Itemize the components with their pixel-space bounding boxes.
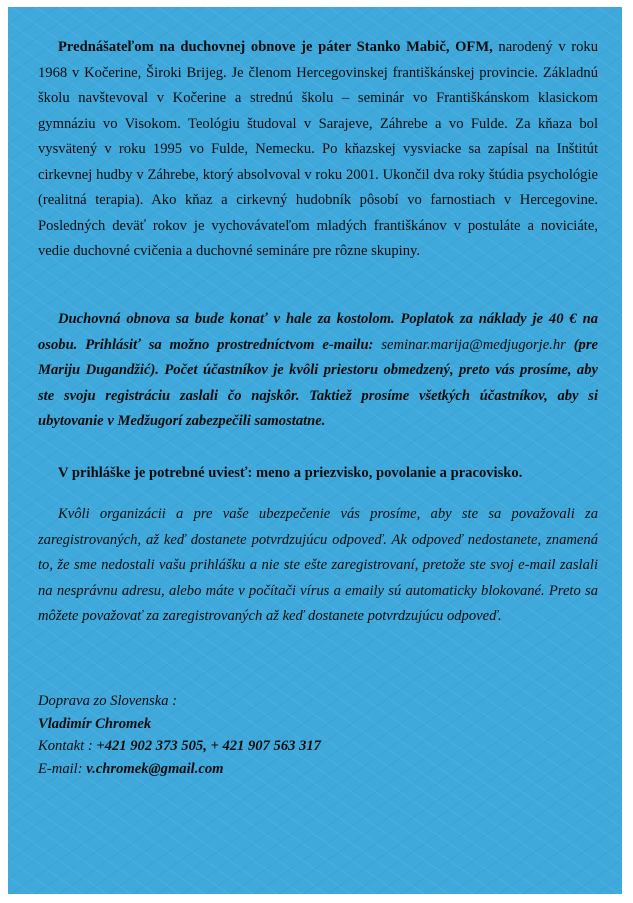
- contact-phone-label: Kontakt :: [38, 738, 97, 754]
- speaker-bio-paragraph: [38, 35, 598, 265]
- contact-phone-line: [38, 735, 598, 758]
- flyer-page: [8, 7, 622, 894]
- required-info-paragraph: V prihláške je potrebné uviesť: meno a priezvisko, povolanie a pracovisko.: [58, 465, 523, 481]
- registration-email: seminar.marija@medjugorje.hr: [381, 336, 566, 353]
- registration-text-before: Duchovná obnova sa bude konať v hale za kostolom. Poplatok za náklady je 40 € na osobu. Prihlásiť sa možno prostredníctvom e-mailu:: [38, 311, 598, 353]
- speaker-bio-text: narodený v roku 1968 v Kočerine, Široki Brijeg. Je členom Hercegovinskej františkánskej provincie. Základnú školu navštevoval v Kočerine a strednú školu – seminár vo Františkánskom klasickom gymnáziu vo Visokom. Teológiu študoval v Sarajeve, Záhrebe a vo Fulde. Za kňaza bol vysvätený v roku 1995 vo Fulde, Nemecku. Po kňazskej vysviacke sa zapísal na Inštitút cirkevnej hudby v Záhrebe, ktorý absolvoval v roku 2001. Ukončil dva roky štúdia psychológie (realitná terapia). Ako kňaz a cirkevný hudobník pôsobí vo farnostiach v Hercegovine. Posledných deväť rokov je vychovávateľom mladých františkánov v postuláte a noviciáte, vedie duchovné cvičenia a duchovné semináre pre rôzne skupiny.: [38, 39, 598, 259]
- speaker-lead: Prednášateľom na duchovnej obnove je páter Stanko Mabič, OFM,: [58, 39, 493, 55]
- registration-paragraph: [38, 307, 598, 435]
- confirmation-notice-paragraph: Kvôli organizácii a pre vaše ubezpečenie vás prosíme, aby ste sa považovali za zaregistrovaných, až keď dostanete potvrdzujúcu odpoveď. Ak odpoveď nedostanete, znamená to, že sme nedostali vašu prihlášku a nie ste ešte zaregistrovaní, pretože ste svoj e-mail zaslali na nesprávnu adresu, alebo máte v počítači vírus a emaily sú automaticky blokované. Preto sa môžete považovať za zaregistrovaných až keď dostanete potvrdzujúcu odpoveď.: [38, 506, 598, 624]
- contact-email: v.chromek@gmail.com: [86, 760, 224, 777]
- contact-phone: +421 902 373 505, + 421 907 563 317: [96, 738, 321, 754]
- transport-contact-block: [38, 690, 598, 780]
- contact-heading: Doprava zo Slovenska :: [38, 693, 178, 709]
- contact-name-text: Vladimír Chromek: [38, 715, 152, 732]
- registration-text-after: (pre Mariju Dugandžić). Počet účastníkov je kvôli priestoru obmedzený, preto vás prosíme, aby ste svoju registráciu zaslali čo najskôr. Taktiež prosíme všetkých účastníkov, aby si ubytovanie v Medžugorí zabezpečili samostatne.: [38, 336, 599, 429]
- contact-name: [38, 713, 598, 736]
- contact-email-line: [38, 758, 598, 781]
- contact-email-label: E-mail:: [38, 760, 87, 777]
